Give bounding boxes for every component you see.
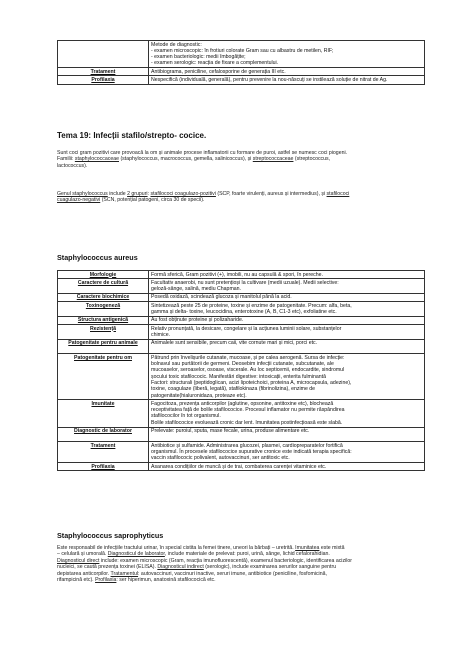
- row-value-line: Fagocitoza, prezența anticorpilor (aglutine, opsonine, antitoxine etc), blochează: [151, 400, 334, 407]
- row-value-line: Au fost obținute proteine și polizaharide.: [151, 317, 244, 324]
- aureus-table: [57, 270, 425, 471]
- row-value-line: chimice.: [151, 331, 171, 338]
- row-label: Caractere de cultură: [58, 279, 149, 294]
- table-row: [58, 41, 425, 68]
- row-value-line: Posedă oxidază, scindează glucoza și manitolul până la acid.: [151, 294, 292, 301]
- row-value: [149, 463, 425, 471]
- row-label: Diagnostic de laborator: [58, 427, 149, 442]
- table-row: [58, 463, 425, 471]
- row-value: [149, 41, 425, 68]
- row-label: Imunitate: [58, 400, 149, 427]
- row-label: Tratament: [58, 68, 149, 76]
- row-value: [149, 302, 425, 317]
- row-value-line: [151, 434, 422, 440]
- diagnostic-table: [57, 40, 425, 85]
- saprophyticus-title: Staphylococcus saprophyticus: [57, 531, 164, 540]
- table-row: [58, 427, 425, 442]
- row-value-line: - examen microscopic: în frotiuri colorate Gram sau cu albastru de metilen, RIF;: [151, 47, 334, 54]
- row-value-line: Metode de diagnostic:: [151, 41, 202, 48]
- table-row: [58, 293, 425, 301]
- row-value-line: Factori: structurali (peptidoglican, acizi lipoteichoici, proteina A, microcapsula, adezine),: [151, 379, 352, 386]
- row-value: [149, 442, 425, 463]
- row-value-line: Sintetizează peste 25 de proteine, toxine și enzime de patogenitate. Precum: alfa, beta,: [151, 302, 352, 309]
- row-value-line: Antibiotice și sulfamide. Administrarea glucozei, plasmei, cardiopreparatelor fortifică: [151, 442, 343, 449]
- table-row: [58, 400, 425, 427]
- row-value-line: stafilococilor în tot organismul.: [151, 413, 221, 420]
- row-value-line: gamma și delta- toxine, leucocidina, enterotoxine (A, B, C1-3 etc), exfoliatine etc.: [151, 308, 337, 315]
- row-value: [149, 68, 425, 76]
- row-value: [149, 325, 425, 340]
- row-label: Morfologie: [58, 271, 149, 279]
- row-value-line: Pătrund prin învelișurile cutanate, mucoase, și pe calea aerogenă. Sursa de infecție:: [151, 354, 345, 361]
- row-label: Rezistență: [58, 325, 149, 340]
- row-value-line: Formă sferică, Gram pozitivi (+), imobili, nu au capsulă & spori, în pereche.: [151, 271, 323, 278]
- table-row: [58, 302, 425, 317]
- row-value: [149, 354, 425, 400]
- row-value-line: șocului toxic stafilococic. Manifestări digestive: intoxicații, enterita fulminantă: [151, 373, 327, 380]
- aureus-title: Staphylococcus aureus: [57, 253, 138, 262]
- row-label: [58, 41, 149, 68]
- table-row: [58, 442, 425, 463]
- table-row: [58, 339, 425, 354]
- row-value-line: Facultativ anaerobi, nu sunt pretențioși la cultivare (medii uzuale). Medii selective:: [151, 279, 339, 286]
- row-value-line: patogenitate(hialuronidaza, proteaze etc).: [151, 392, 247, 399]
- row-value: [149, 279, 425, 294]
- row-value-line: Nespecifică (individuală, generală), pentru prevenire la nou-născuți se instilează soluție de nitrat de Ag.: [151, 76, 388, 83]
- theme-title: Tema 19: Infecții stafilo/strepto- cocice.: [57, 131, 207, 140]
- row-value-line: Relativ pronunțată, la desicare, congelare și la acțiunea luminii solare, substanțelor: [151, 325, 342, 332]
- row-label: Caractere biochimice: [58, 293, 149, 301]
- row-value-line: vaccin stafilococic polivalent, autovaccinuri, ser antitoxic etc.: [151, 455, 290, 462]
- row-label: Toxinogeneză: [58, 302, 149, 317]
- row-value-line: - examen serologic: reacția de fixare a complementului.: [151, 60, 279, 67]
- table-row: [58, 68, 425, 76]
- row-label: Profilaxia: [58, 76, 149, 84]
- row-value-line: toxine, coagulaze (liberă, legată), stafilokinaza (fibrinolizina), enzime de: [151, 386, 316, 393]
- row-value-line: Antibiograma, peniciline, cefalosporine de generația III etc.: [151, 68, 286, 75]
- table-row: [58, 279, 425, 294]
- row-value: [149, 316, 425, 324]
- row-label: Patogenitate pentru animale: [58, 339, 149, 354]
- row-value-line: - examen bacteriologic: medii îmbogățite;: [151, 54, 246, 61]
- row-value-line: [151, 346, 422, 352]
- row-value: [149, 271, 425, 279]
- row-label: Structura antigenică: [58, 316, 149, 324]
- intro-paragraph: Sunt coci gram pozitivi care provoacă la om și animale procese inflamatorii cu formare de puroi, astfel se numesc coci piogeni. Familii: staphylococcaceae (staphylococcus, macrococcus, gemella, salinicoccus), și streptococcaceae (streptococcus, lactococcus).: [57, 150, 348, 169]
- row-value: [149, 427, 425, 442]
- row-value: [149, 339, 425, 354]
- genus-paragraph: Genul staphylococcus include 2 grupuri: stafilococi coagulazo-pozitivi (SCP, foarte virulenți, aureus și intermedius), și stafilococi cuagulazo-negativi (SCN, potențial patogeni, circa 30 de specii).: [57, 191, 350, 204]
- row-value-line: Bolile stafilococice evoluează cronic dar lent. Imunitatea postinfecțioasă este slabă.: [151, 419, 343, 426]
- table-row: [58, 316, 425, 324]
- saprophyticus-paragraph: Este responsabil de infecțiile tractului urinar, în special cistita la femei tinere, uneori la bărbați – uretrită. Imunitatea este mixtă – celulară și umorală. Diagnosticul de laborator, include materiale de prelevat: puroi, urină, sânge, lichid cefalorahidian. Diagnosticul direct include: examen microscopic (Gram, reacția imunofluorescentă), examenul bacteriologic, identificarea acizilor nucleici, se caută prezența toxinei (ELISA). Diagnosticul indirect (serologic), include examinarea serurilor sanguine pentru depistarea anticorpilor. Tratamentul: autovaccinuri, vaccinuri inactive, seruri imune, antibiotice (peniciline, fosfomicină, rifampicină etc). Profilaxia: ser hiperimun, anatoxină stafilococică etc.: [57, 545, 352, 584]
- row-value: [149, 400, 425, 427]
- row-value-line: receptivitatea față de bolile stafilococice. Procesul inflamator nu permite răspândirea: [151, 407, 345, 414]
- row-value-line: Asanarea condițiilor de muncă și de trai, combaterea carenței vitaminice etc.: [151, 463, 327, 470]
- row-value-line: bolnavul sau purtătorii de germeni. Deosebim infecții cutanate, subcutanate, ale: [151, 361, 334, 368]
- row-label: Profilaxia: [58, 463, 149, 471]
- row-value: [149, 76, 425, 84]
- row-label: Patogenitate pentru om: [58, 354, 149, 400]
- row-value-line: geloză-sânge, salină, mediu Chapman.: [151, 286, 241, 293]
- table-row: [58, 325, 425, 340]
- row-value-line: mucoaselor, seroaselor, osoase, viscerale. Au loc septicemii, endocardite, sindromul: [151, 367, 345, 374]
- table-row: [58, 271, 425, 279]
- row-value-line: Prelevate: puroiul, sputa, mase fecale, urina, produse alimentare etc.: [151, 428, 310, 435]
- row-value-line: Animalele sunt sensibile, precum caii, vite cornute mari și mici, porci etc.: [151, 340, 318, 347]
- table-row: [58, 354, 425, 400]
- row-value-line: organismul. În procesele stafilococice supurative cronice este indicată terapia specifică:: [151, 448, 352, 455]
- row-label: Tratament: [58, 442, 149, 463]
- row-value: [149, 293, 425, 301]
- table-row: [58, 76, 425, 84]
